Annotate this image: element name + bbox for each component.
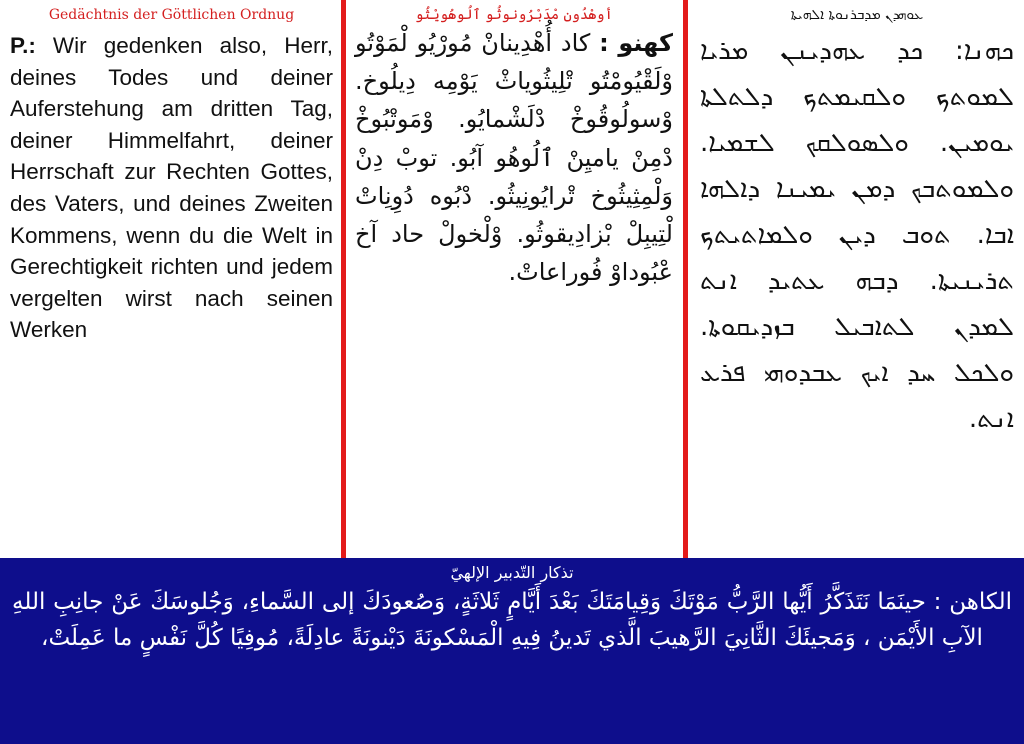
german-priest-prefix: P.: [10, 33, 36, 58]
transliteration-column [347, 0, 681, 558]
arabic-text [12, 584, 1012, 656]
syriac-body: ܟܕ ܥܗܕܝܢܢ ܡܪܝܐ ܠܡܘܬܟ ܘܠܩܝܡܬܟ ܕܠܬܠܬܐ ܝܘܡܝܢ. ܘܠܣܘܠܩܟ ܠܫܡܝܐ. ܘܠܡܘܬܒܟ ܕܡܢ ܝܡܝܢܐ ܕܐܠܗܐ ܐܒܐ. ܬܘܒ ܕܝܢ ܘܠܡܐܬܝܬܟ ܬܪܝܢܝܬܐ. ܕܒܗ ܥܬܝܕ ܐܢܬ ܠܡܕܢ ܠܬܐܒܝܠ ܒܙܕܝܩܘܬܐ. ܘܠܟܠ ܚܕ ܐܝܟ ܥܒܕܘܗܝ ܦܪܥ ܐܢܬ. [700, 36, 1014, 434]
german-text [10, 30, 333, 346]
german-heading: Gedächtnis der Göttlichen Ordnug [48, 7, 295, 23]
arabic-translation-panel [0, 558, 1024, 744]
syriac-priest-prefix: ܟܗܢܐ: [955, 36, 1014, 66]
column-divider-right [683, 0, 688, 558]
transliteration-heading: أوهْدُون مْدَبْرُونوثُو ٱلُوهُويْثُو [415, 7, 613, 23]
syriac-heading: ܥܘܗܕܢ ܡܕܒܪܢܘܬܐ ܐܠܗܝܬܐ [790, 7, 924, 23]
arabic-title: تذكار التّدبير الإلهيّ [450, 563, 574, 582]
transliteration-text [355, 24, 673, 291]
column-divider-left [341, 0, 346, 558]
transliteration-priest-prefix: كهنو : [599, 29, 673, 57]
german-column [0, 0, 341, 558]
arabic-priest-prefix: الكاهن : [933, 589, 1012, 615]
syriac-text [700, 28, 1014, 442]
transliteration-body: كاد أُهْدِينانْ مُورْيُو لْمَوْتُو وْلَقْيُومْتُو تْلِيثُوياثْ يَوْمِه دِيلُوخ. وْسولُوقُوخْ دْلَشْمايُو. وْمَوتْبُوخْ دْمِنْ ياميِنْ ٱلُوهُو آبُو. توبْ دِنْ وَلْمِثِيثُوخ تْرايُونِيثُو. دْبُوه دُوِنِاتْ لْتِيبِلْ بْزادِيقوثُو. وْلْخولْ حاد آخ عْبُوداوْ فُوراعاتْ. [355, 29, 673, 287]
german-body: Wir gedenken also, Herr, deines Todes und deiner Auferstehung am dritten Tag, deiner Himmelfahrt, deiner Herrschaft zur Rechten Gottes, des Vaters, und deines Zweiten Kommens, wenn du die Welt in Gerechtigkeit richten und jedem vergelten wirst nach seinen Werken [10, 33, 333, 343]
arabic-body: حينَمَا نَتَذَكَّرُ أَيُّها الرَّبُّ مَوْتَكَ وَقِيامَتَكَ بَعْدَ أَيَّامٍ ثَلاثَةٍ، وَصُعودَكَ إلى السَّماءِ، وَجُلوسَكَ عَنْ جانِبِ اللهِ الآبِ الأَيْمَن ، وَمَجيئَكَ الثَّانِيَ الرَّهيبَ الَّذي تَدينُ فِيهِ الْمَسْكونَةَ دَيْنونَةً عادِلَةً، مُوفِيًا كُلَّ نَفْسٍ ما عَمِلَتْ، [12, 589, 983, 651]
syriac-column [690, 0, 1024, 558]
